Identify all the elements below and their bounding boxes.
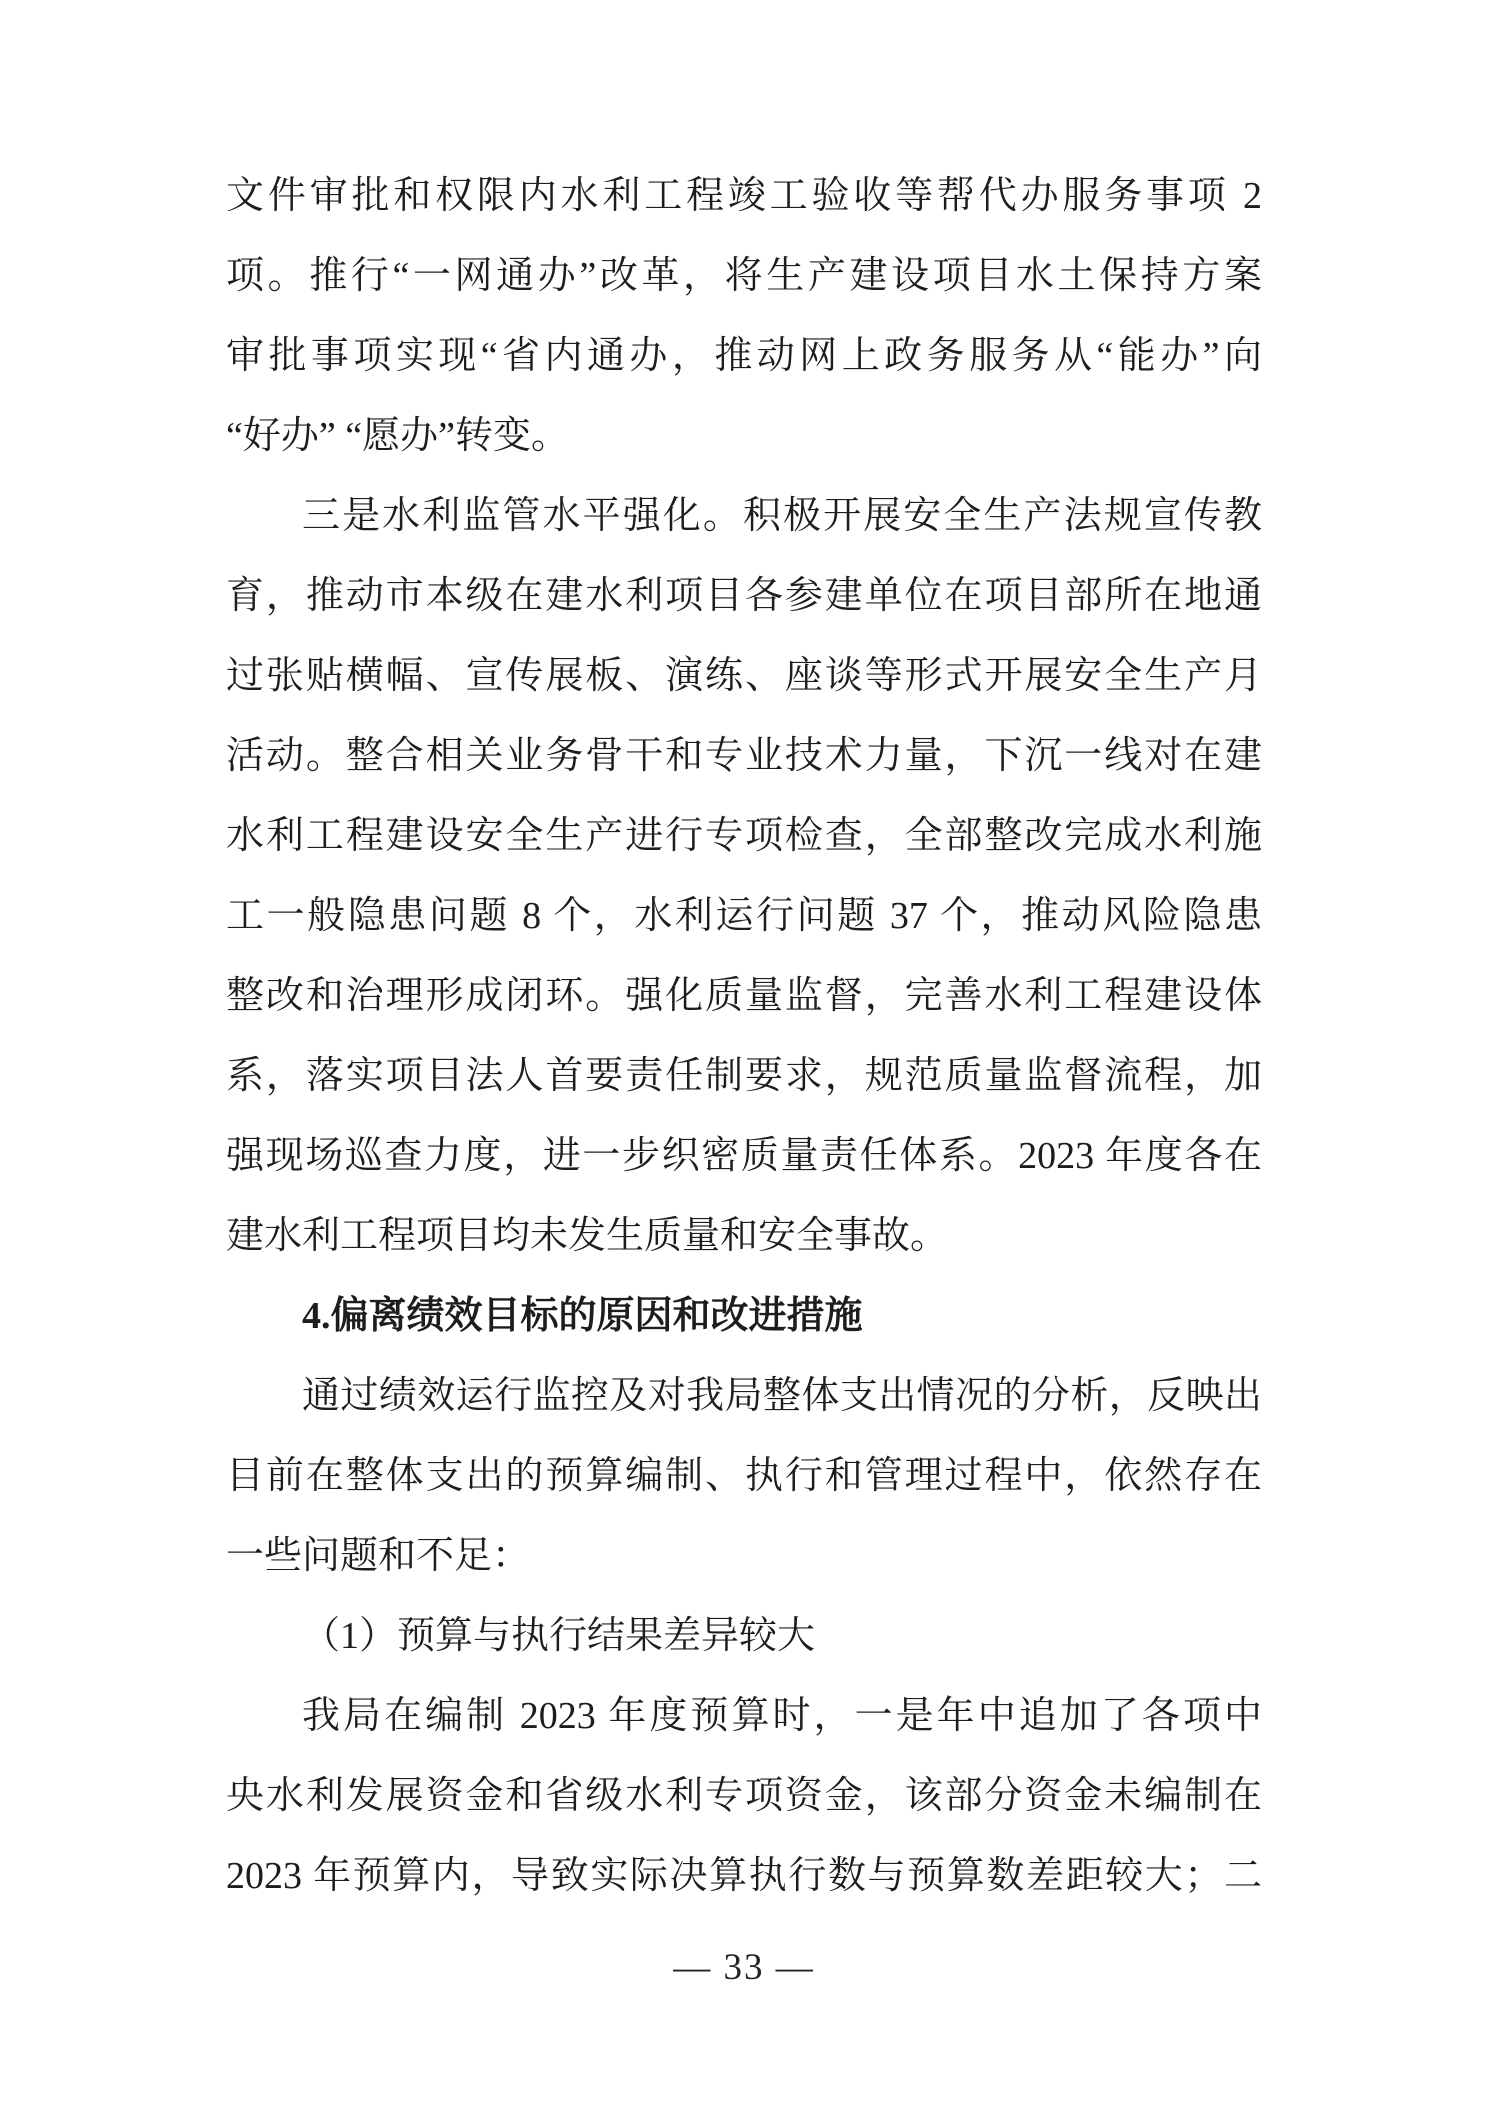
text-line: 活动。整合相关业务骨干和专业技术力量，下沉一线对在建	[226, 735, 1262, 777]
text-line: 4.偏离绩效目标的原因和改进措施	[302, 1295, 863, 1337]
text-line: 审批事项实现“省内通办，推动网上政务服务从“能办”向	[226, 335, 1262, 377]
text-line: 水利工程建设安全生产进行专项检查，全部整改完成水利施	[226, 815, 1262, 857]
text-line: 整改和治理形成闭环。强化质量监督，完善水利工程建设体	[226, 975, 1262, 1017]
text-line: “好办” “愿办”转变。	[226, 415, 569, 457]
text-line: 工一般隐患问题 8 个，水利运行问题 37 个，推动风险隐患	[226, 895, 1262, 937]
text-line: （1）预算与执行结果差异较大	[302, 1615, 816, 1657]
text-line: 通过绩效运行监控及对我局整体支出情况的分析，反映出	[302, 1375, 1262, 1417]
text-line: 三是水利监管水平强化。积极开展安全生产法规宣传教	[302, 495, 1262, 537]
text-line: 过张贴横幅、宣传展板、演练、座谈等形式开展安全生产月	[226, 655, 1262, 697]
text-line: 项。推行“一网通办”改革，将生产建设项目水土保持方案	[226, 255, 1262, 297]
text-line: 系，落实项目法人首要责任制要求，规范质量监督流程，加	[226, 1055, 1262, 1097]
text-line: 我局在编制 2023 年度预算时，一是年中追加了各项中	[302, 1695, 1262, 1737]
text-line: 育，推动市本级在建水利项目各参建单位在项目部所在地通	[226, 575, 1262, 617]
text-line: 2023 年预算内，导致实际决算执行数与预算数差距较大；二	[226, 1855, 1262, 1897]
page-number: — 33 —	[673, 1947, 815, 1988]
text-line: 目前在整体支出的预算编制、执行和管理过程中，依然存在	[226, 1455, 1262, 1497]
body-text	[226, 156, 1262, 1916]
text-line: 一些问题和不足：	[226, 1535, 531, 1577]
text-line: 建水利工程项目均未发生质量和安全事故。	[226, 1215, 949, 1257]
text-line: 央水利发展资金和省级水利专项资金，该部分资金未编制在	[226, 1775, 1262, 1817]
text-line: 强现场巡查力度，进一步织密质量责任体系。2023 年度各在	[226, 1135, 1262, 1177]
text-line: 文件审批和权限内水利工程竣工验收等帮代办服务事项 2	[226, 175, 1262, 217]
